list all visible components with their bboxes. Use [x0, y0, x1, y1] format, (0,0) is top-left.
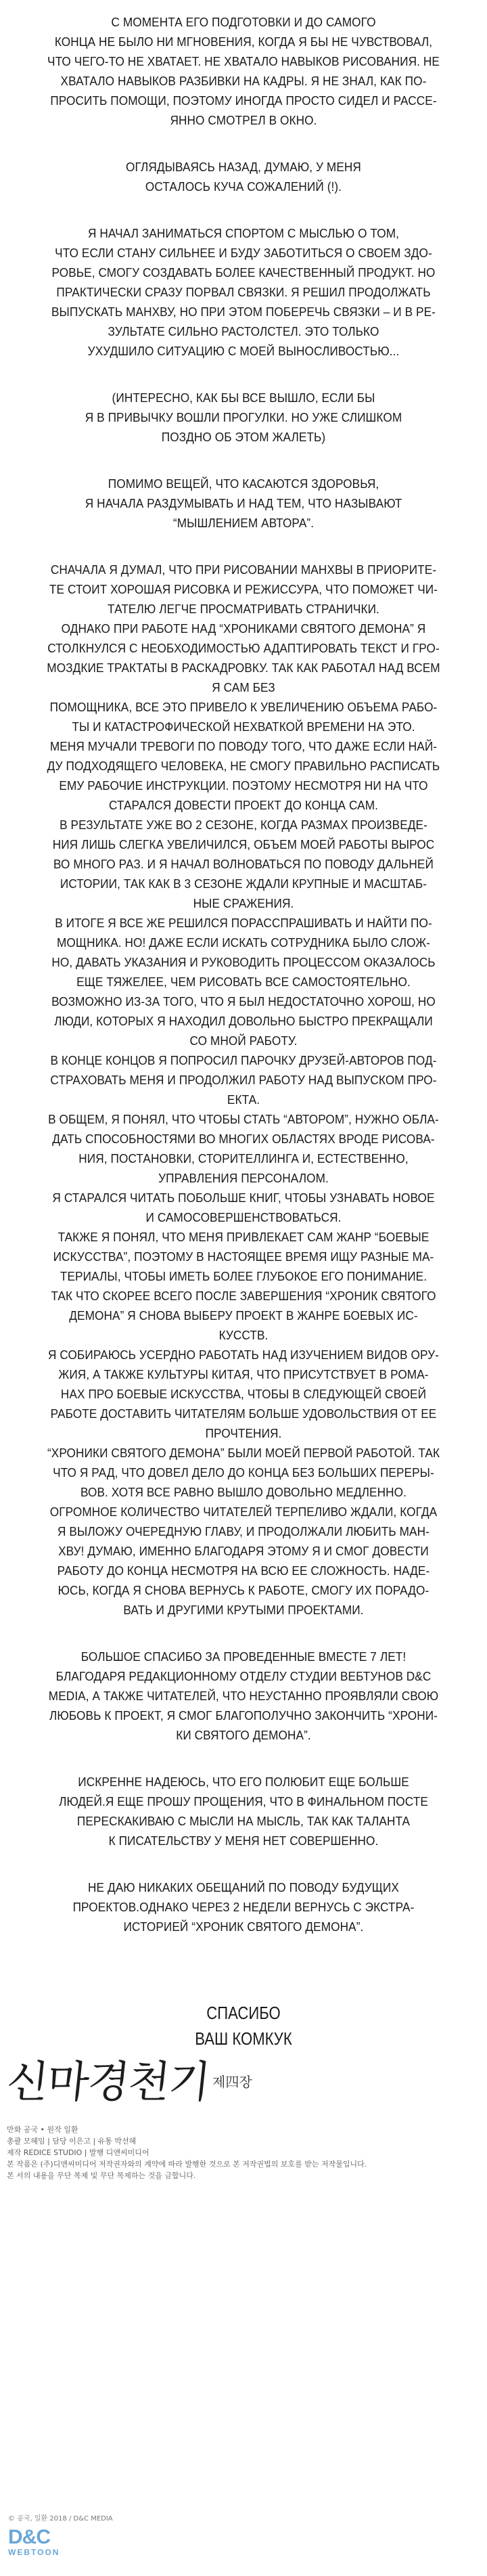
paragraph-intro: С МОМЕНТА ЕГО ПОДГОТОВКИ И ДО САМОГО КОНЦА НЕ БЫЛО НИ МГНОВЕНИЯ, КОГДА Я БЫ НЕ ЧУВСТВОВАЛ, ЧТО ЧЕГО-ТО НЕ ХВАТАЕТ. НЕ ХВАТАЛО НАВЫКОВ РИСОВАНИЯ. НЕ ХВАТАЛО НАВЫКОВ РАЗБИВКИ НА КАДРЫ. Я НЕ ЗНАЛ, КАК ПО- ПРОСИТЬ ПОМОЩИ, ПОЭТОМУ ИНОГДА ПРОСТО СИДЕЛ И РАССЕ- ЯННО СМОТРЕЛ В ОКНО.	[47, 15, 440, 127]
credit-line: 총괄 모혜임 | 담당 이은고 | 유통 박선혜	[7, 2137, 137, 2146]
credit-line: 제작 REDICE STUDIO | 발행 디앤씨미디어	[7, 2148, 149, 2157]
credits-block	[7, 2124, 480, 2181]
thanks-signoff	[37, 2000, 450, 2051]
paragraph-thanks-7-years: БОЛЬШОЕ СПАСИБО ЗА ПРОВЕДЕННЫЕ ВМЕСТЕ 7 ЛЕТ! БЛАГОДАРЯ РЕДАКЦИОННОМУ ОТДЕЛУ СТУДИИ ВЕБТУНОВ D&C MEDIA, А ТАКЖЕ ЧИТАТЕЛЕЙ, ЧТО НЕУСТАННО ПРОЯВЛЯЛИ СВОЮ ЛЮБОВЬ К ПРОЕКТ, Я СМОГ БЛАГОПОЛУЧНО ЗАКОНЧИТЬ “ХРОНИ- КИ СВЯТОГО ДЕМОНА”.	[48, 1649, 439, 1742]
paragraph-sport: Я НАЧАЛ ЗАНИМАТЬСЯ СПОРТОМ С МЫСЛЬЮ О ТОМ, ЧТО ЕСЛИ СТАНУ СИЛЬНЕЕ И БУДУ ЗАБОТИТЬСЯ О СВОЕМ ЗДО- РОВЬЕ, СМОГУ СОЗДАВАТЬ БОЛЕЕ КАЧЕСТВЕННЫЙ ПРОДУКТ. НО ПРАКТИЧЕСКИ СРАЗУ ПОРВАЛ СВЯЗКИ. Я РЕШИЛ ПРОДОЛЖАТЬ ВЫПУСКАТЬ МАНХВУ, НО ПРИ ЭТОМ ПОБЕРЕЧЬ СВЯЗКИ – И В РЕ- ЗУЛЬТАТЕ СИЛЬНО РАСТОЛСТЕЛ. ЭТО ТОЛЬКО УХУДШИЛО СИТУАЦИЮ С МОЕЙ ВЫНОСЛИВОСТЬЮ...	[51, 226, 436, 358]
paragraph-walks: (ИНТЕРЕСНО, КАК БЫ ВСЕ ВЫШЛО, ЕСЛИ БЫ Я В ПРИВЫЧКУ ВОШЛИ ПРОГУЛКИ. НО УЖЕ СЛИШКОМ ПОЗДНО ОБ ЭТОМ ЖАЛЕТЬ)	[85, 391, 402, 444]
chapter-label: 제四장	[212, 2074, 252, 2090]
thanks-line: СПАСИБО	[206, 2003, 281, 2023]
paragraph-regrets: ОГЛЯДЫВАЯСЬ НАЗАД, ДУМАЮ, У МЕНЯ ОСТАЛОСЬ КУЧА СОЖАЛЕНИЙ (!).	[126, 160, 361, 194]
credit-line: 본 서의 내용을 무단 복제 및 무단 복제하는 것을 금합니다.	[7, 2171, 196, 2180]
credit-line: 본 작품은 (주)디앤씨미디어 저작권자와의 계약에 따라 발행한 것으로 본 저작권법의 보호를 받는 저작물입니다.	[7, 2160, 367, 2169]
paragraph-main-story: СНАЧАЛА Я ДУМАЛ, ЧТО ПРИ РИСОВАНИИ МАНХВЫ В ПРИОРИТЕ- ТЕ СТОИТ ХОРОШАЯ РИСОВКА И РЕЖИССУРА, ЧТО ПОМОЖЕТ ЧИ- ТАТЕЛЮ ЛЕГЧЕ ПРОСМАТРИВАТЬ СТРАНИЧКИ. ОДНАКО ПРИ РАБОТЕ НАД “ХРОНИКАМИ СВЯТОГО ДЕМОНА” Я СТОЛКНУЛСЯ С НЕОБХОДИМОСТЬЮ АДАПТИРОВАТЬ ТЕКСТ И ГРО- МОЗДКИЕ ТРАКТАТЫ В РАСКАДРОВКУ. ТАК КАК РАБОТАЛ НАД ВСЕМ Я САМ БЕЗ ПОМОЩНИКА, ВСЕ ЭТО ПРИВЕЛО К УВЕЛИЧЕНИЮ ОБЪЕМА РАБО- ТЫ И КАТАСТРОФИЧЕСКОЙ НЕХВАТКОЙ ВРЕМЕНИ НА ЭТО. МЕНЯ МУЧАЛИ ТРЕВОГИ ПО ПОВОДУ ТОГО, ЧТО ДАЖЕ ЕСЛИ НАЙ- ДУ ПОДХОДЯЩЕГО ЧЕЛОВЕКА, НЕ СМОГУ ПРАВИЛЬНО РАСПИСАТЬ ЕМУ РАБОЧИЕ ИНСТРУКЦИИ. ПОЭТОМУ НЕСМОТРЯ НИ НА ЧТО СТАРАЛСЯ ДОВЕСТИ ПРОЕКТ ДО КОНЦА САМ. В РЕЗУЛЬТАТЕ УЖЕ ВО 2 СЕЗОНЕ, КОГДА РАЗМАХ ПРОИЗВЕДЕ- НИЯ ЛИШЬ СЛЕГКА УВЕЛИЧИЛСЯ, ОБЪЕМ МОЕЙ РАБОТЫ ВЫРОС ВО МНОГО РАЗ. И Я НАЧАЛ ВОЛНОВАТЬСЯ ПО ПОВОДУ ДАЛЬНЕЙ ИСТОРИИ, ТАК КАК В 3 СЕЗОНЕ ЖДАЛИ КРУПНЫЕ И МАСШТАБ- НЫЕ СРАЖЕНИЯ. В ИТОГЕ Я ВСЕ ЖЕ РЕШИЛСЯ ПОРАССПРАШИВАТЬ И НАЙТИ ПО- МОЩНИКА. НО! ДАЖЕ ЕСЛИ ИСКАТЬ СОТРУДНИКА БЫЛО СЛОЖ- НО, ДАВАТЬ УКАЗАНИЯ И РУКОВОДИТЬ ПРОЦЕССОМ ОКАЗАЛОСЬ ЕЩЕ ТЯЖЕЛЕЕ, ЧЕМ РИСОВАТЬ ВСЕ САМОСТОЯТЕЛЬНО. ВОЗМОЖНО ИЗ-ЗА ТОГО, ЧТО Я БЫЛ НЕДОСТАТОЧНО ХОРОШ, НО ЛЮДИ, КОТОРЫХ Я НАХОДИЛ ДОВОЛЬНО БЫСТРО ПРЕКРАЩАЛИ СО МНОЙ РАБОТУ. В КОНЦЕ КОНЦОВ Я ПОПРОСИЛ ПАРОЧКУ ДРУЗЕЙ-АВТОРОВ ПОД- СТРАХОВАТЬ МЕНЯ И ПРОДОЛЖИЛ РАБОТУ НАД ВЫПУСКОМ ПРО- ЕКТА. В ОБЩЕМ, Я ПОНЯЛ, ЧТО ЧТОБЫ СТАТЬ “АВТОРОМ”, НУЖНО ОБЛА- ДАТЬ СПОСОБНОСТЯМИ ВО МНОГИХ ОБЛАСТЯХ ВРОДЕ РИСОВА- НИЯ, ПОСТАНОВКИ, СТОРИТЕЛЛИНГА И, ЕСТЕСТВЕННО, УПРАВЛЕНИЯ ПЕРСОНАЛОМ. Я СТАРАЛСЯ ЧИТАТЬ ПОБОЛЬШЕ КНИГ, ЧТОБЫ УЗНАВАТЬ НОВОЕ И САМОСОВЕРШЕНСТВОВАТЬСЯ. ТАКЖЕ Я ПОНЯЛ, ЧТО МЕНЯ ПРИВЛЕКАЕТ САМ ЖАНР “БОЕВЫЕ ИСКУССТВА”, ПОЭТОМУ В НАСТОЯЩЕЕ ВРЕМЯ ИЩУ РАЗНЫЕ МА- ТЕРИАЛЫ, ЧТОБЫ ИМЕТЬ БОЛЕЕ ГЛУБОКОЕ ЕГО ПОНИМАНИЕ. ТАК ЧТО СКОРЕЕ ВСЕГО ПОСЛЕ ЗАВЕРШЕНИЯ “ХРОНИК СВЯТОГО ДЕМОНА” Я СНОВА ВЫБЕРУ ПРОЕКТ В ЖАНРЕ БОЕВЫХ ИС- КУССТВ. Я СОБИРАЮСЬ УСЕРДНО РАБОТАТЬ НАД ИЗУЧЕНИЕМ ВИДОВ ОРУ- ЖИЯ, А ТАКЖЕ КУЛЬТУРЫ КИТАЯ, ЧТО ПРИСУТСТВУЕТ В РОМА- НАХ ПРО БОЕВЫЕ ИСКУССТВА, ЧТОБЫ В СЛЕДУЮЩЕЙ СВОЕЙ РАБОТЕ ДОСТАВИТЬ ЧИТАТЕЛЯМ БОЛЬШЕ УДОВОЛЬСТВИЯ ОТ ЕЕ ПРОЧТЕНИЯ. “ХРОНИКИ СВЯТОГО ДЕМОНА” БЫЛИ МОЕЙ ПЕРВОЙ РАБОТОЙ. ТАК ЧТО Я РАД, ЧТО ДОВЕЛ ДЕЛО ДО КОНЦА БЕЗ БОЛЬШИХ ПЕРЕРЫ- ВОВ. ХОТЯ ВСЕ РАВНО ВЫШЛО ДОВОЛЬНО МЕДЛЕННО. ОГРОМНОЕ КОЛИЧЕСТВО ЧИТАТЕЛЕЙ ТЕРПЕЛИВО ЖДАЛИ, КОГДА Я ВЫЛОЖУ ОЧЕРЕДНУЮ ГЛАВУ, И ПРОДОЛЖАЛИ ЛЮБИТЬ МАН- ХВУ! ДУМАЮ, ИМЕННО БЛАГОДАРЯ ЭТОМУ Я И СМОГ ДОВЕСТИ РАБОТУ ДО КОНЦА НЕСМОТРЯ НА ВСЮ ЕЕ СЛОЖНОСТЬ. НАДЕ- ЮСЬ, КОГДА Я СНОВА ВЕРНУСЬ К РАБОТЕ, СМОГУ ИХ ПОРАДО- ВАТЬ И ДРУГИМИ КРУТЫМИ ПРОЕКТАМИ.	[47, 562, 440, 1617]
paragraph-author-thinking: ПОМИМО ВЕЩЕЙ, ЧТО КАСАЮТСЯ ЗДОРОВЬЯ, Я НАЧАЛА РАЗДУМЫВАТЬ И НАД ТЕМ, ЧТО НАЗЫВАЮТ “МЫШЛЕНИЕМ АВТОРА”.	[85, 476, 402, 530]
dc-webtoon-logo	[8, 2527, 89, 2568]
series-logo	[4, 2055, 480, 2116]
signature-line: ВАШ КОМКУК	[195, 2028, 292, 2049]
copyright-notice: © 공국, 일환 2018 / D&C MEDIA	[8, 2515, 113, 2523]
brand-webtoon: WEBTOON	[8, 2548, 60, 2557]
paragraph-hope: ИСКРЕННЕ НАДЕЮСЬ, ЧТО ЕГО ПОЛЮБИТ ЕЩЕ БОЛЬШЕ ЛЮДЕЙ.Я ЕЩЕ ПРОШУ ПРОЩЕНИЯ, ЧТО В ФИНАЛЬНОМ ПОСТЕ ПЕРЕСКАКИВАЮ С МЫСЛИ НА МЫСЛЬ, ТАК КАК ТАЛАНТА К ПИСАТЕЛЬСТВУ У МЕНЯ НЕТ СОВЕРШЕННО.	[59, 1775, 428, 1848]
paragraph-extra-story: НЕ ДАЮ НИКАКИХ ОБЕЩАНИЙ ПО ПОВОДУ БУДУЩИХ ПРОЕКТОВ.ОДНАКО ЧЕРЕЗ 2 НЕДЕЛИ ВЕРНУСЬ С ЭКСТРА- ИСТОРИЕЙ “ХРОНИК СВЯТОГО ДЕМОНА”.	[72, 1880, 415, 1934]
afterword-text	[27, 12, 460, 1936]
brand-dc: D&C	[8, 2526, 50, 2548]
series-title-logo: 신마경천기	[4, 2058, 212, 2108]
credit-line: 만화 공국 • 원작 일환	[7, 2125, 78, 2134]
